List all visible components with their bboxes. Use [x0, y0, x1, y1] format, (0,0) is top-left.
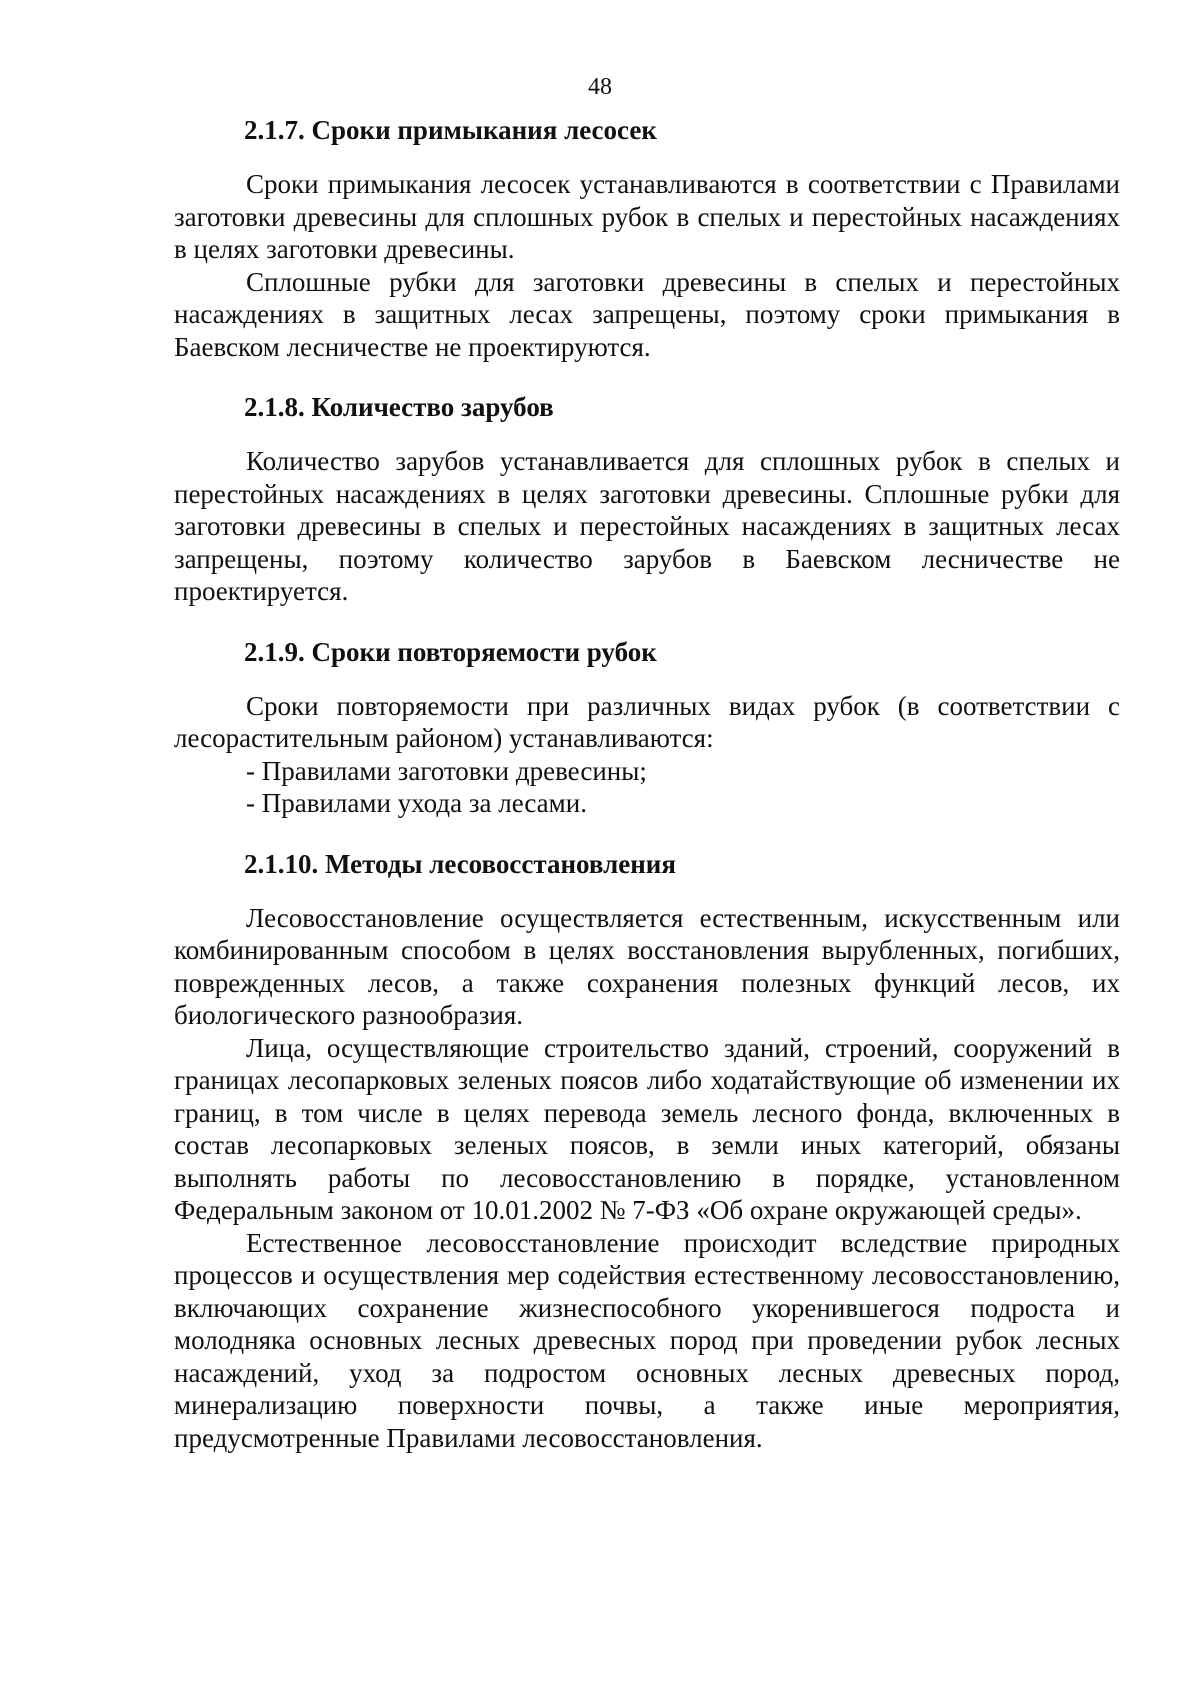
- section-heading: 2.1.10. Методы лесовосстановления: [244, 848, 676, 879]
- section-heading: 2.1.8. Количество зарубов: [244, 392, 554, 422]
- section-heading: 2.1.7. Сроки примыкания лесосек: [244, 115, 657, 145]
- page-number: 48: [588, 74, 612, 100]
- section-2-1-8: [174, 389, 1120, 608]
- section-heading: 2.1.9. Сроки повторяемости рубок: [244, 636, 657, 667]
- document-body: [174, 112, 1120, 1480]
- paragraph: Сроки примыкания лесосек устанавливаются в соответствии с Правилами заготовки древесины для сплошных рубок в спелых и перестойных насаждениях в целях заготовки древесины.: [174, 169, 1120, 264]
- section-2-1-9: [174, 634, 1120, 820]
- paragraph: Лесовосстановление осуществляется естественным, искусственным или комбинированным способом в целях восстановления вырубленных, погибших, поврежденных лесов, а также сохранения полезных функций лесов, их биологического разнообразия.: [174, 902, 1120, 1030]
- paragraph: Сплошные рубки для заготовки древесины в спелых и перестойных насаждениях в защитных лесах запрещены, поэтому сроки примыкания в Баевском лесничестве не проектируются.: [174, 266, 1120, 362]
- section-2-1-7: [174, 112, 1120, 363]
- paragraph: Количество зарубов устанавливается для сплошных рубок в спелых и перестойных насаждениях в целях заготовки древесины. Сплошные рубки для заготовки древесины в спелых и перестойных насаждениях в защитных лесах запрещены, поэтому количество зарубов в Баевском лесничестве не проектируется.: [174, 446, 1120, 606]
- list-item: - Правилами заготовки древесины;: [246, 755, 647, 786]
- paragraph: Лица, осуществляющие строительство зданий, строений, сооружений в границах лесопарковых зеленых поясов либо ходатайствующие об изменении их границ, в том числе в целях перевода земель лесного фонда, включенных в состав лесопарковых зеленых поясов, в земли иных категорий, обязаны выполнять работы по лесовосстановлению в порядке, установленном Федеральным законом от 10.01.2002 № 7-ФЗ «Об охране окружающей среды».: [174, 1032, 1120, 1225]
- paragraph: Сроки повторяемости при различных видах рубок (в соответствии с лесорастительным районом) устанавливаются:: [174, 690, 1120, 753]
- list-item: - Правилами ухода за лесами.: [246, 788, 587, 818]
- paragraph: Естественное лесовосстановление происходит вследствие природных процессов и осуществления мер содействия естественному лесовосстановлению, включающих сохранение жизнеспособного укоренившегося подроста и молодняка основных лесных древесных пород при проведении рубок лесных насаждений, уход за подростом основных лесных древесных пород, минерализацию поверхности почвы, а также иные мероприятия, предусмотренные Правилами лесовосстановления.: [174, 1227, 1120, 1453]
- section-2-1-10: [174, 846, 1120, 1455]
